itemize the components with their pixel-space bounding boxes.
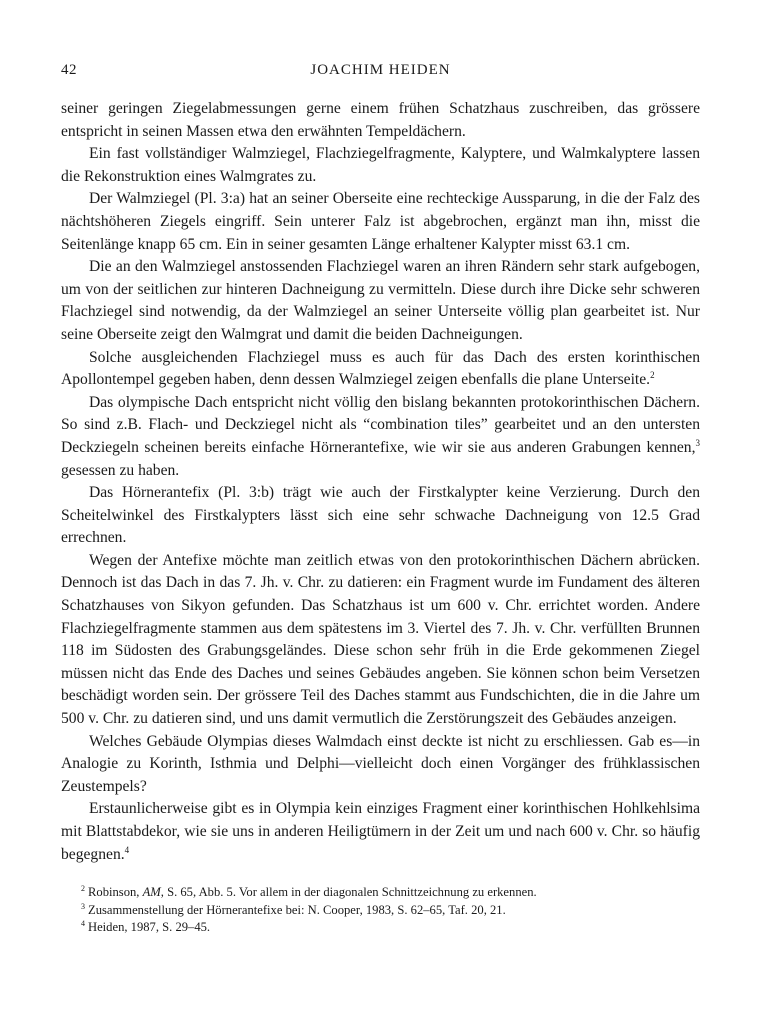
page [61, 62, 700, 937]
paragraph-6-tail: gesessen zu haben. [61, 461, 180, 479]
footnote-2 [81, 884, 700, 902]
paragraph-1: seiner geringen Ziegelabmessungen gerne einem frühen Schatzhaus zuschreiben, das grössere entspricht in seinen Massen etwa den erwähnten Tempeldächern. [61, 100, 700, 140]
page-number: 42 [61, 62, 77, 78]
running-head [61, 62, 700, 86]
paragraph-9: Welches Gebäude Olympias dieses Walmdach einst deckte ist nicht zu erschliessen. Gab es—in Analogie zu Korinth, Isthmia und Delphi—vielleicht doch einen Vorgänger des frühklassischen Zeustempels? [61, 732, 700, 795]
footnote-text: Heiden, 1987, S. 29–45. [88, 920, 211, 935]
footnote-number: 2 [81, 884, 85, 893]
running-title: JOACHIM HEIDEN [310, 62, 451, 78]
paragraph-3: Der Walmziegel (Pl. 3:a) hat an seiner Oberseite eine rechteckige Aussparung, in die der Falz des nächtshöheren Ziegels eingriff. Sein unterer Falz ist abgebrochen, ergänzt man ihn, misst die Seitenlänge knapp 65 cm. Ein in seiner gesamten Länge erhaltener Kalypter misst 63.1 cm. [61, 190, 700, 253]
footnote-number: 4 [81, 919, 85, 928]
footnote-4 [81, 919, 700, 937]
paragraph-5 [61, 347, 700, 392]
paragraph-6 [61, 392, 700, 482]
paragraph-10-text: Erstaunlicherweise gibt es in Olympia kein einziges Fragment einer korinthischen Hohlkehlsima mit Blattstabdekor, wie sie uns in anderen Heiligtümern in der Zeit um und nach 600 v. Chr. so häufig begegnen. [61, 800, 700, 863]
footnote-rest: , S. 65, Abb. 5. Vor allem in der diagonalen Schnittzeichnung zu erkennen. [160, 885, 537, 900]
footnotes [61, 884, 700, 937]
footnote-work: AM [142, 885, 161, 900]
paragraph-7: Das Hörnerantefix (Pl. 3:b) trägt wie auch der Firstkalypter keine Verzierung. Durch den Scheitelwinkel des Firstkalypters lässt sich eine sehr schwache Dachneigung von 12.5 Grad errechnen. [61, 484, 700, 547]
paragraph-8: Wegen der Antefixe möchte man zeitlich etwas von den protokorinthischen Dächern abrücken. Dennoch ist das Dach in das 7. Jh. v. Chr. zu datieren: ein Fragment wurde im Fundament des älteren Schatzhauses von Sikyon gefunden. Das Schatzhaus ist um 600 v. Chr. errichtet worden. Andere Flachziegelfragmente stammen aus dem spätestens im 3. Viertel des 7. Jh. v. Chr. verfüllten Brunnen 118 im Südosten des Grabungsgeländes. Diese schon sehr früh in die Erde gekommenen Ziegel müssen nicht das Ende des Daches und seines Gebäudes angeben. Sie können schon beim Versetzen beschädigt worden sein. Der grössere Teil des Daches stammt aus Fundschichten, die in die Jahre um 500 v. Chr. zu datieren sind, und uns damit vermutlich die Zerstörungszeit des Gebäudes anzeigen. [61, 551, 700, 728]
footnote-ref-4[interactable]: 4 [124, 844, 130, 855]
footnote-ref-2[interactable]: 2 [650, 369, 655, 380]
footnote-text: Zusammenstellung der Hörnerantefixe bei: N. Cooper, 1983, S. 62–65, Taf. 20, 21. [88, 902, 506, 917]
footnote-number: 3 [81, 901, 85, 911]
footnote-author: Robinson, [88, 885, 143, 900]
body-text [61, 98, 700, 866]
paragraph-5-text: Solche ausgleichenden Flachziegel muss es auch für das Dach des ersten korinthischen Apollontempel gegeben haben, denn dessen Walmziegel zeigen ebenfalls die plane Unterseite. [61, 348, 700, 389]
paragraph-10 [61, 798, 700, 866]
paragraph-6-text: Das olympische Dach entspricht nicht völlig den bislang bekannten protokorinthischen Dächern. So sind z.B. Flach- und Deckziegel nicht als “combination tiles” gearbeitet und an den untersten Deckziegeln scheinen bereits einfache Hörnerantefixe, wie wir sie aus anderen Grabungen kennen, [61, 393, 700, 456]
footnote-3 [81, 902, 700, 920]
footnote-ref-3[interactable]: 3 [695, 437, 700, 448]
paragraph-2: Ein fast vollständiger Walmziegel, Flachziegelfragmente, Kalyptere, und Walmkalyptere lassen die Rekonstruktion eines Walmgrates zu. [61, 145, 700, 185]
paragraph-4: Die an den Walmziegel anstossenden Flachziegel waren an ihren Rändern sehr stark aufgebogen, um von der seitlichen zur hinteren Dachneigung zu vermitteln. Diese durch ihre Dicke sehr schweren Flachziegel sind notwendig, da der Walmziegel an seiner Unterseite völlig plan gearbeitet ist. Nur seine Oberseite zeigt den Walmgrat und damit die beiden Dachneigungen. [61, 258, 700, 343]
